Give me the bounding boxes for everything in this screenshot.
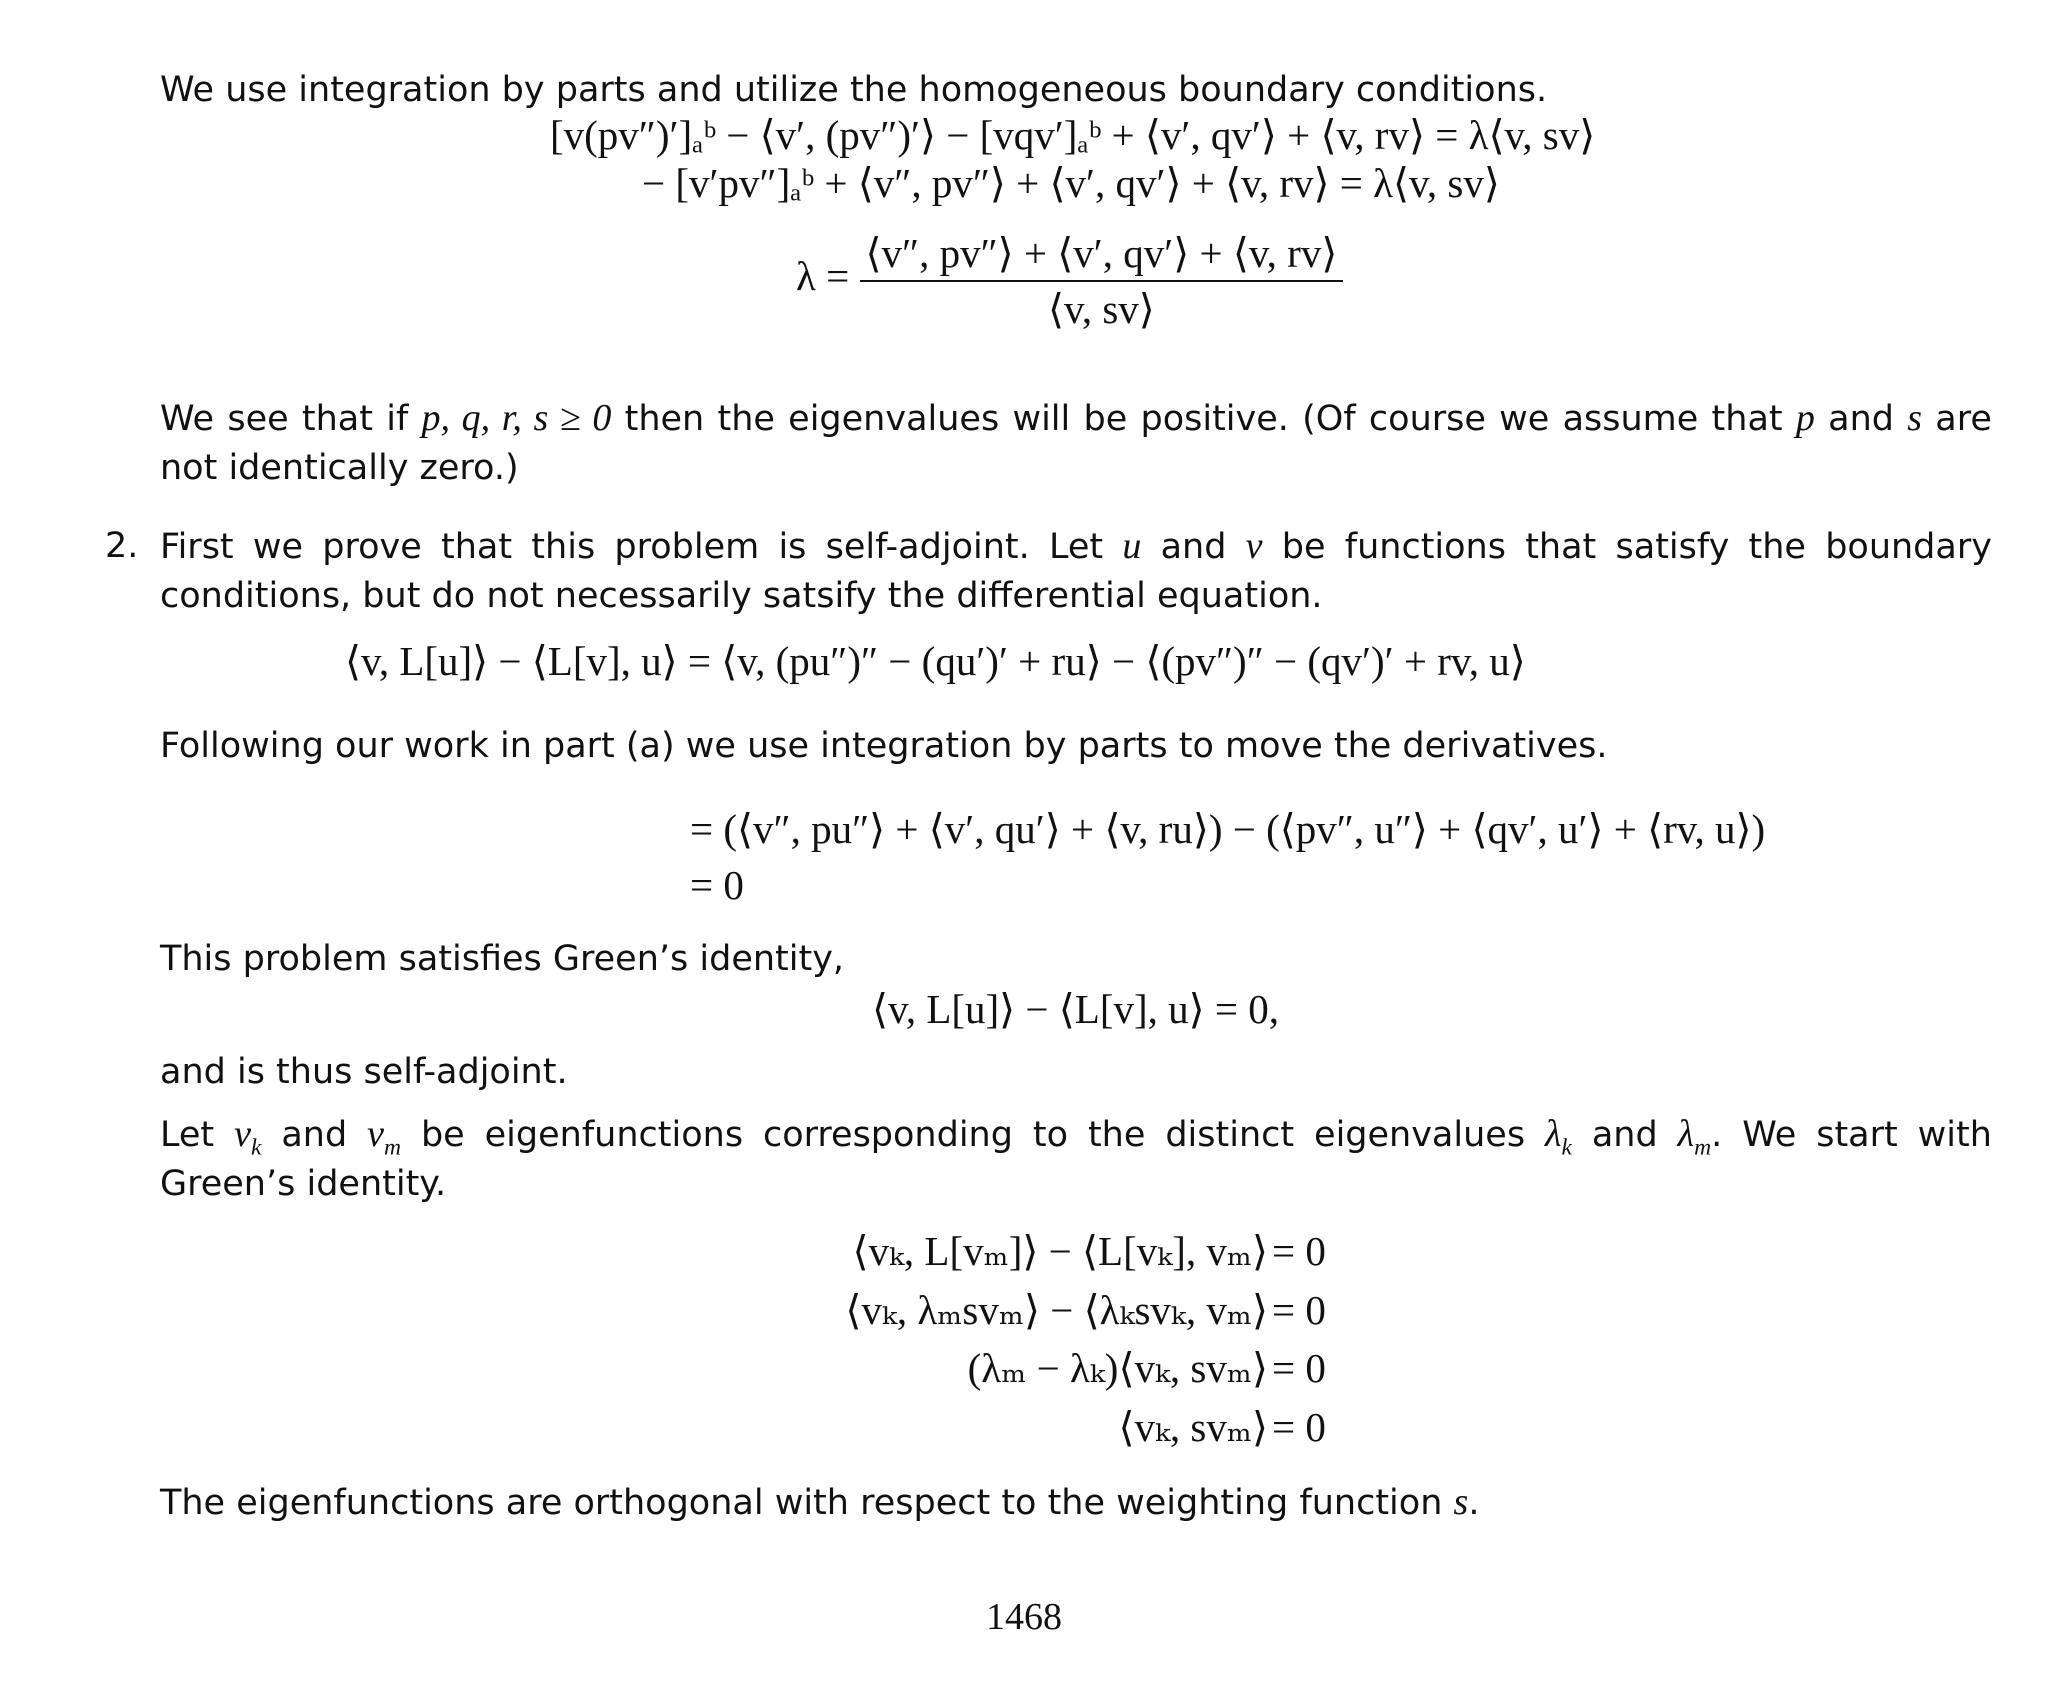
equation-1-line-2: − [v′pv″]ₐᵇ + ⟨v″, pv″⟩ + ⟨v′, qv′⟩ + ⟨v, rv⟩ = λ⟨v, sv⟩ bbox=[642, 160, 1500, 206]
equation-1-lambda: λ = bbox=[796, 253, 850, 299]
math-subscript: k bbox=[1561, 1134, 1572, 1161]
equation-5-line-1-lhs: ⟨vₖ, L[vₘ]⟩ − ⟨L[vₖ], vₘ⟩ bbox=[852, 1228, 1268, 1274]
math-inline-lambda-k bbox=[1545, 1113, 1572, 1161]
math-subscript: k bbox=[250, 1134, 262, 1161]
text-intro: We use integration by parts and utilize the homogeneous boundary conditions. bbox=[160, 70, 1548, 110]
math-inline-vm bbox=[367, 1113, 402, 1161]
paragraph-self-adjoint-intro bbox=[160, 522, 1992, 621]
text-segment: Let bbox=[160, 1115, 215, 1155]
page-number: 1468 bbox=[986, 1596, 1062, 1638]
text-segment: We see that if bbox=[160, 399, 409, 439]
math-inline-p: p bbox=[1795, 397, 1815, 439]
list-item-number: 2. bbox=[105, 526, 139, 566]
math-inline-s: s bbox=[1907, 397, 1923, 439]
equation-5-line-2-rhs: = 0 bbox=[1272, 1287, 1326, 1333]
equation-2: ⟨v, L[u]⟩ − ⟨L[v], u⟩ = ⟨v, (pu″)″ − (qu′)′ + ru⟩ − ⟨(pv″)″ − (qv′)′ + rv, u⟩ bbox=[345, 638, 1526, 684]
paragraph-greens-identity bbox=[160, 935, 1992, 984]
text-segment: be functions that satisfy the boundary conditions, but do not necessarily satsify the differential equation. bbox=[160, 527, 1992, 616]
text-segment: . We start with Green’s identity. bbox=[160, 1115, 1992, 1204]
equation-5-line-2-lhs: ⟨vₖ, λₘsvₘ⟩ − ⟨λₖsvₖ, vₘ⟩ bbox=[845, 1287, 1268, 1333]
math-symbol: λ bbox=[1677, 1113, 1695, 1155]
paragraph-eigenfunctions bbox=[160, 1110, 1992, 1209]
math-subscript: m bbox=[1694, 1134, 1712, 1161]
paragraph-positive-eigenvalues bbox=[160, 394, 1992, 493]
equation-4: ⟨v, L[u]⟩ − ⟨L[v], u⟩ = 0, bbox=[872, 986, 1280, 1032]
math-inline-vk bbox=[234, 1113, 262, 1161]
math-inline-u: u bbox=[1122, 525, 1142, 567]
paragraph-self-adjoint-conclusion bbox=[160, 1048, 1992, 1097]
fraction-denominator: ⟨v, sv⟩ bbox=[1048, 285, 1155, 332]
text-segment: and bbox=[281, 1115, 348, 1155]
equation-1-fraction bbox=[860, 230, 1344, 332]
math-subscript: m bbox=[384, 1134, 402, 1161]
text-segment: are not identically zero.) bbox=[160, 399, 1992, 488]
text-segment: . bbox=[1468, 1483, 1480, 1523]
paragraph-orthogonality bbox=[160, 1478, 1992, 1528]
equation-1-line-1: [v(pv″)′]ₐᵇ − ⟨v′, (pv″)′⟩ − [vqv′]ₐᵇ + ⟨v′, qv′⟩ + ⟨v, rv⟩ = λ⟨v, sv⟩ bbox=[550, 112, 1596, 158]
equation-1-line-3 bbox=[796, 226, 1343, 332]
equation-5-line-3-rhs: = 0 bbox=[1272, 1345, 1326, 1391]
equation-3-line-1: = (⟨v″, pu″⟩ + ⟨v′, qu′⟩ + ⟨v, ru⟩) − (⟨pv″, u″⟩ + ⟨qv′, u′⟩ + ⟨rv, u⟩) bbox=[690, 806, 1766, 852]
equation-3-line-2: = 0 bbox=[690, 862, 744, 908]
text-segment: Following our work in part (a) we use integration by parts to move the derivatives. bbox=[160, 726, 1608, 766]
math-symbol: λ bbox=[1545, 1113, 1562, 1155]
equation-5-line-1-rhs: = 0 bbox=[1272, 1228, 1326, 1274]
equation-5-line-3-lhs: (λₘ − λₖ)⟨vₖ, svₘ⟩ bbox=[967, 1345, 1268, 1391]
text-segment: This problem satisfies Green’s identity, bbox=[160, 939, 845, 979]
equation-5-line-4-rhs: = 0 bbox=[1272, 1404, 1326, 1450]
paragraph-following-part-a bbox=[160, 722, 1992, 771]
text-segment: and bbox=[1828, 399, 1894, 439]
text-segment: then the eigenvalues will be positive. (Of course we assume that bbox=[624, 399, 1783, 439]
text-segment: The eigenfunctions are orthogonal with respect to the weighting function bbox=[160, 1483, 1443, 1523]
equation-5-line-4-lhs: ⟨vₖ, svₘ⟩ bbox=[1118, 1404, 1268, 1450]
math-inline-s: s bbox=[1453, 1481, 1469, 1523]
math-inline-vars: p, q, r, s ≥ 0 bbox=[421, 397, 612, 439]
math-inline-lambda-m bbox=[1677, 1113, 1712, 1161]
fraction-numerator: ⟨v″, pv″⟩ + ⟨v′, qv′⟩ + ⟨v, rv⟩ bbox=[860, 230, 1344, 282]
paragraph-intro bbox=[160, 66, 1992, 115]
text-segment: and bbox=[1591, 1115, 1658, 1155]
text-segment: and is thus self-adjoint. bbox=[160, 1052, 568, 1092]
math-symbol: v bbox=[367, 1113, 385, 1155]
text-segment: First we prove that this problem is self-adjoint. Let bbox=[160, 527, 1104, 567]
math-inline-v: v bbox=[1245, 525, 1263, 567]
text-segment: be eigenfunctions corresponding to the distinct eigenvalues bbox=[420, 1115, 1526, 1155]
text-segment: and bbox=[1160, 527, 1227, 567]
math-symbol: v bbox=[234, 1113, 251, 1155]
